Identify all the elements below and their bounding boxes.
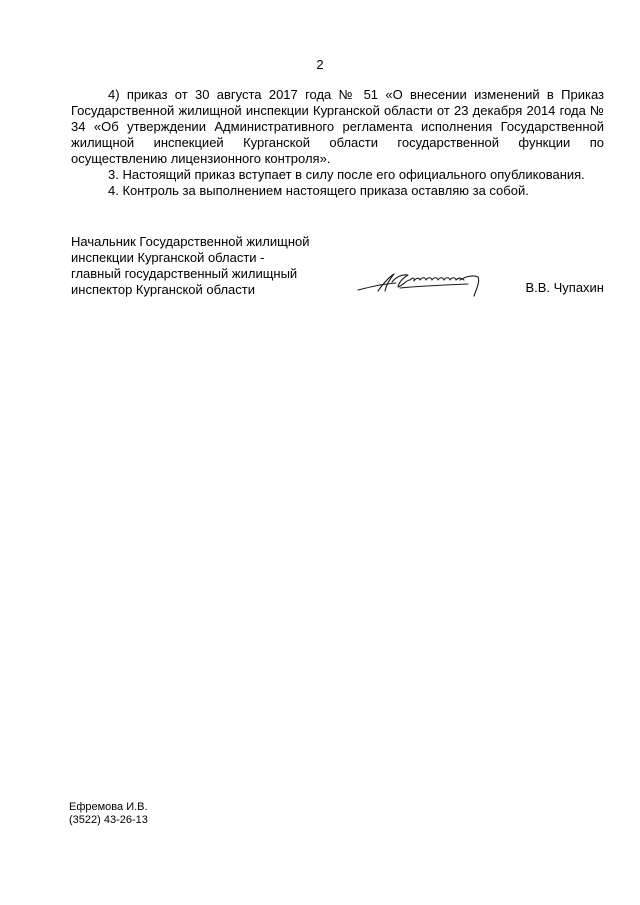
page-number: 2 bbox=[316, 57, 324, 72]
signatory-title bbox=[71, 234, 604, 298]
signatory-title-line: Начальник Государственной жилищной bbox=[71, 234, 310, 249]
signatory-title-line: главный государственный жилищный bbox=[71, 266, 298, 281]
document-body bbox=[71, 87, 604, 199]
paragraph-item-3: 3. Настоящий приказ вступает в силу после его официального опубликования. bbox=[108, 167, 585, 182]
signatory-title-line: инспектор Курганской области bbox=[71, 282, 256, 297]
executor-phone: (3522) 43-26-13 bbox=[69, 814, 148, 826]
paragraph-item-4-control: 4. Контроль за выполнением настоящего приказа оставляю за собой. bbox=[108, 183, 529, 198]
signatory-title-line: инспекции Курганской области - bbox=[71, 250, 265, 265]
signatory-name: В.В. Чупахин bbox=[525, 280, 604, 295]
executor-info bbox=[69, 801, 148, 827]
executor-name: Ефремова И.В. bbox=[69, 801, 148, 813]
handwritten-signature bbox=[356, 266, 506, 300]
signature-block bbox=[71, 234, 604, 304]
paragraph-item-4: 4) приказ от 30 августа 2017 года № 51 «О внесении изменений в Приказ Государственной жилищной инспекции Курганской области от 23 декабря 2014 года № 34 «Об утверждении Административного регламента исполнения Государственной жилищной инспекцией Курганской области государственной функции по осуществлению лицензионного контроля». bbox=[71, 87, 604, 166]
